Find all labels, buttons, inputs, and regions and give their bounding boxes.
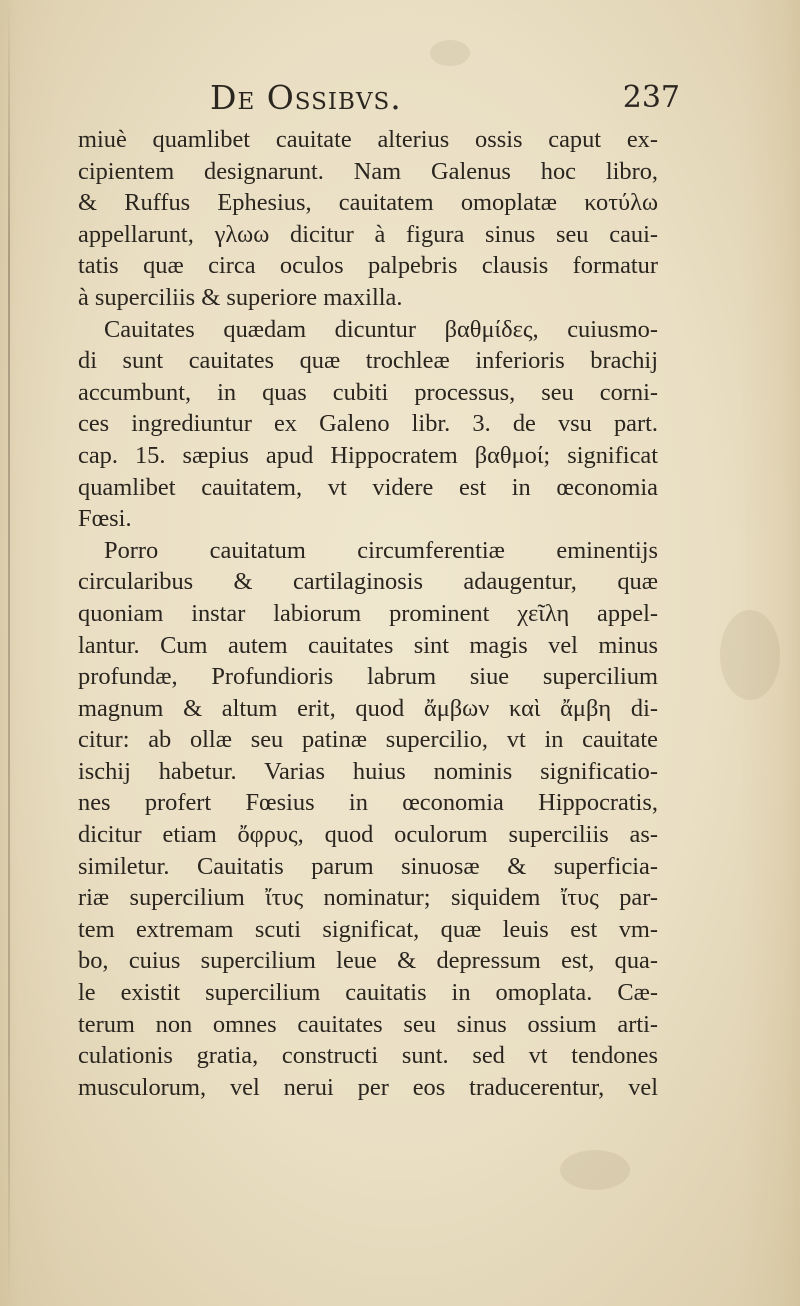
text-line: Cauitates quædam dicuntur βαθμίδες, cuiusmo- xyxy=(104,315,658,343)
text-line: quoniam instar labiorum prominent χεῖλη appel- xyxy=(78,599,658,627)
paper-stain xyxy=(560,1150,630,1190)
text-line: quamlibet cauitatem, vt videre est in œconomia xyxy=(78,473,658,501)
text-line: à superciliis & superiore maxilla. xyxy=(78,283,403,311)
paper-stain xyxy=(430,40,470,66)
text-line: bo, cuius supercilium leue & depressum est, qua- xyxy=(78,947,658,975)
running-title: De Ossibvs. xyxy=(210,78,402,117)
text-line: nes profert Fœsius in œconomia Hippocratis, xyxy=(78,789,658,817)
body-text xyxy=(78,124,658,1103)
text-line: tem extremam scuti significat, quæ leuis est vm- xyxy=(78,915,658,943)
text-line: le existit supercilium cauitatis in omoplata. Cæ- xyxy=(78,979,658,1007)
text-line: Porro cauitatum circumferentiæ eminentijs xyxy=(104,536,658,564)
text-line: di sunt cauitates quæ trochleæ inferioris brachij xyxy=(78,347,658,375)
paper-stain xyxy=(720,610,780,700)
text-line: tatis quæ circa oculos palpebris clausis formatur xyxy=(78,252,658,280)
text-line: miuè quamlibet cauitate alterius ossis caput ex- xyxy=(78,126,658,153)
text-line: ces ingrediuntur ex Galeno libr. 3. de vsu part. xyxy=(78,410,658,438)
text-line: cipientem designarunt. Nam Galenus hoc libro, xyxy=(78,157,658,185)
text-line: Fœsi. xyxy=(78,505,132,533)
text-line: citur: ab ollæ seu patinæ supercilio, vt in cauitate xyxy=(78,726,658,754)
text-line: circularibus & cartilaginosis adaugentur, quæ xyxy=(78,568,658,596)
text-line: riæ supercilium ἴτυς nominatur; siquidem ἴτυς par- xyxy=(78,884,658,912)
page-number: 237 xyxy=(622,80,680,115)
text-line: culationis gratia, constructi sunt. sed vt tendones xyxy=(78,1042,658,1070)
gutter-shadow xyxy=(8,0,10,1306)
text-line: accumbunt, in quas cubiti processus, seu corni- xyxy=(78,378,658,406)
text-line: & Ruffus Ephesius, cauitatem omoplatæ κοτύλω xyxy=(78,189,658,217)
text-line: similetur. Cauitatis parum sinuosæ & superficia- xyxy=(78,852,658,880)
page-header xyxy=(210,78,680,122)
text-line: musculorum, vel nerui per eos traducerentur, vel xyxy=(78,1073,658,1101)
text-line: ischij habetur. Varias huius nominis significatio- xyxy=(78,757,658,785)
text-line: lantur. Cum autem cauitates sint magis vel minus xyxy=(78,631,658,659)
text-line: magnum & altum erit, quod ἄμβων καὶ ἄμβη di- xyxy=(78,694,658,722)
text-line: cap. 15. sæpius apud Hippocratem βαθμοί; significat xyxy=(78,441,658,469)
text-line: appellarunt, γλωω dicitur à figura sinus seu caui- xyxy=(78,220,658,248)
text-line: terum non omnes cauitates seu sinus ossium arti- xyxy=(78,1010,658,1038)
text-line: dicitur etiam ὄφρυς, quod oculorum superciliis as- xyxy=(78,821,658,849)
text-line: profundæ, Profundioris labrum siue supercilium xyxy=(78,663,658,691)
